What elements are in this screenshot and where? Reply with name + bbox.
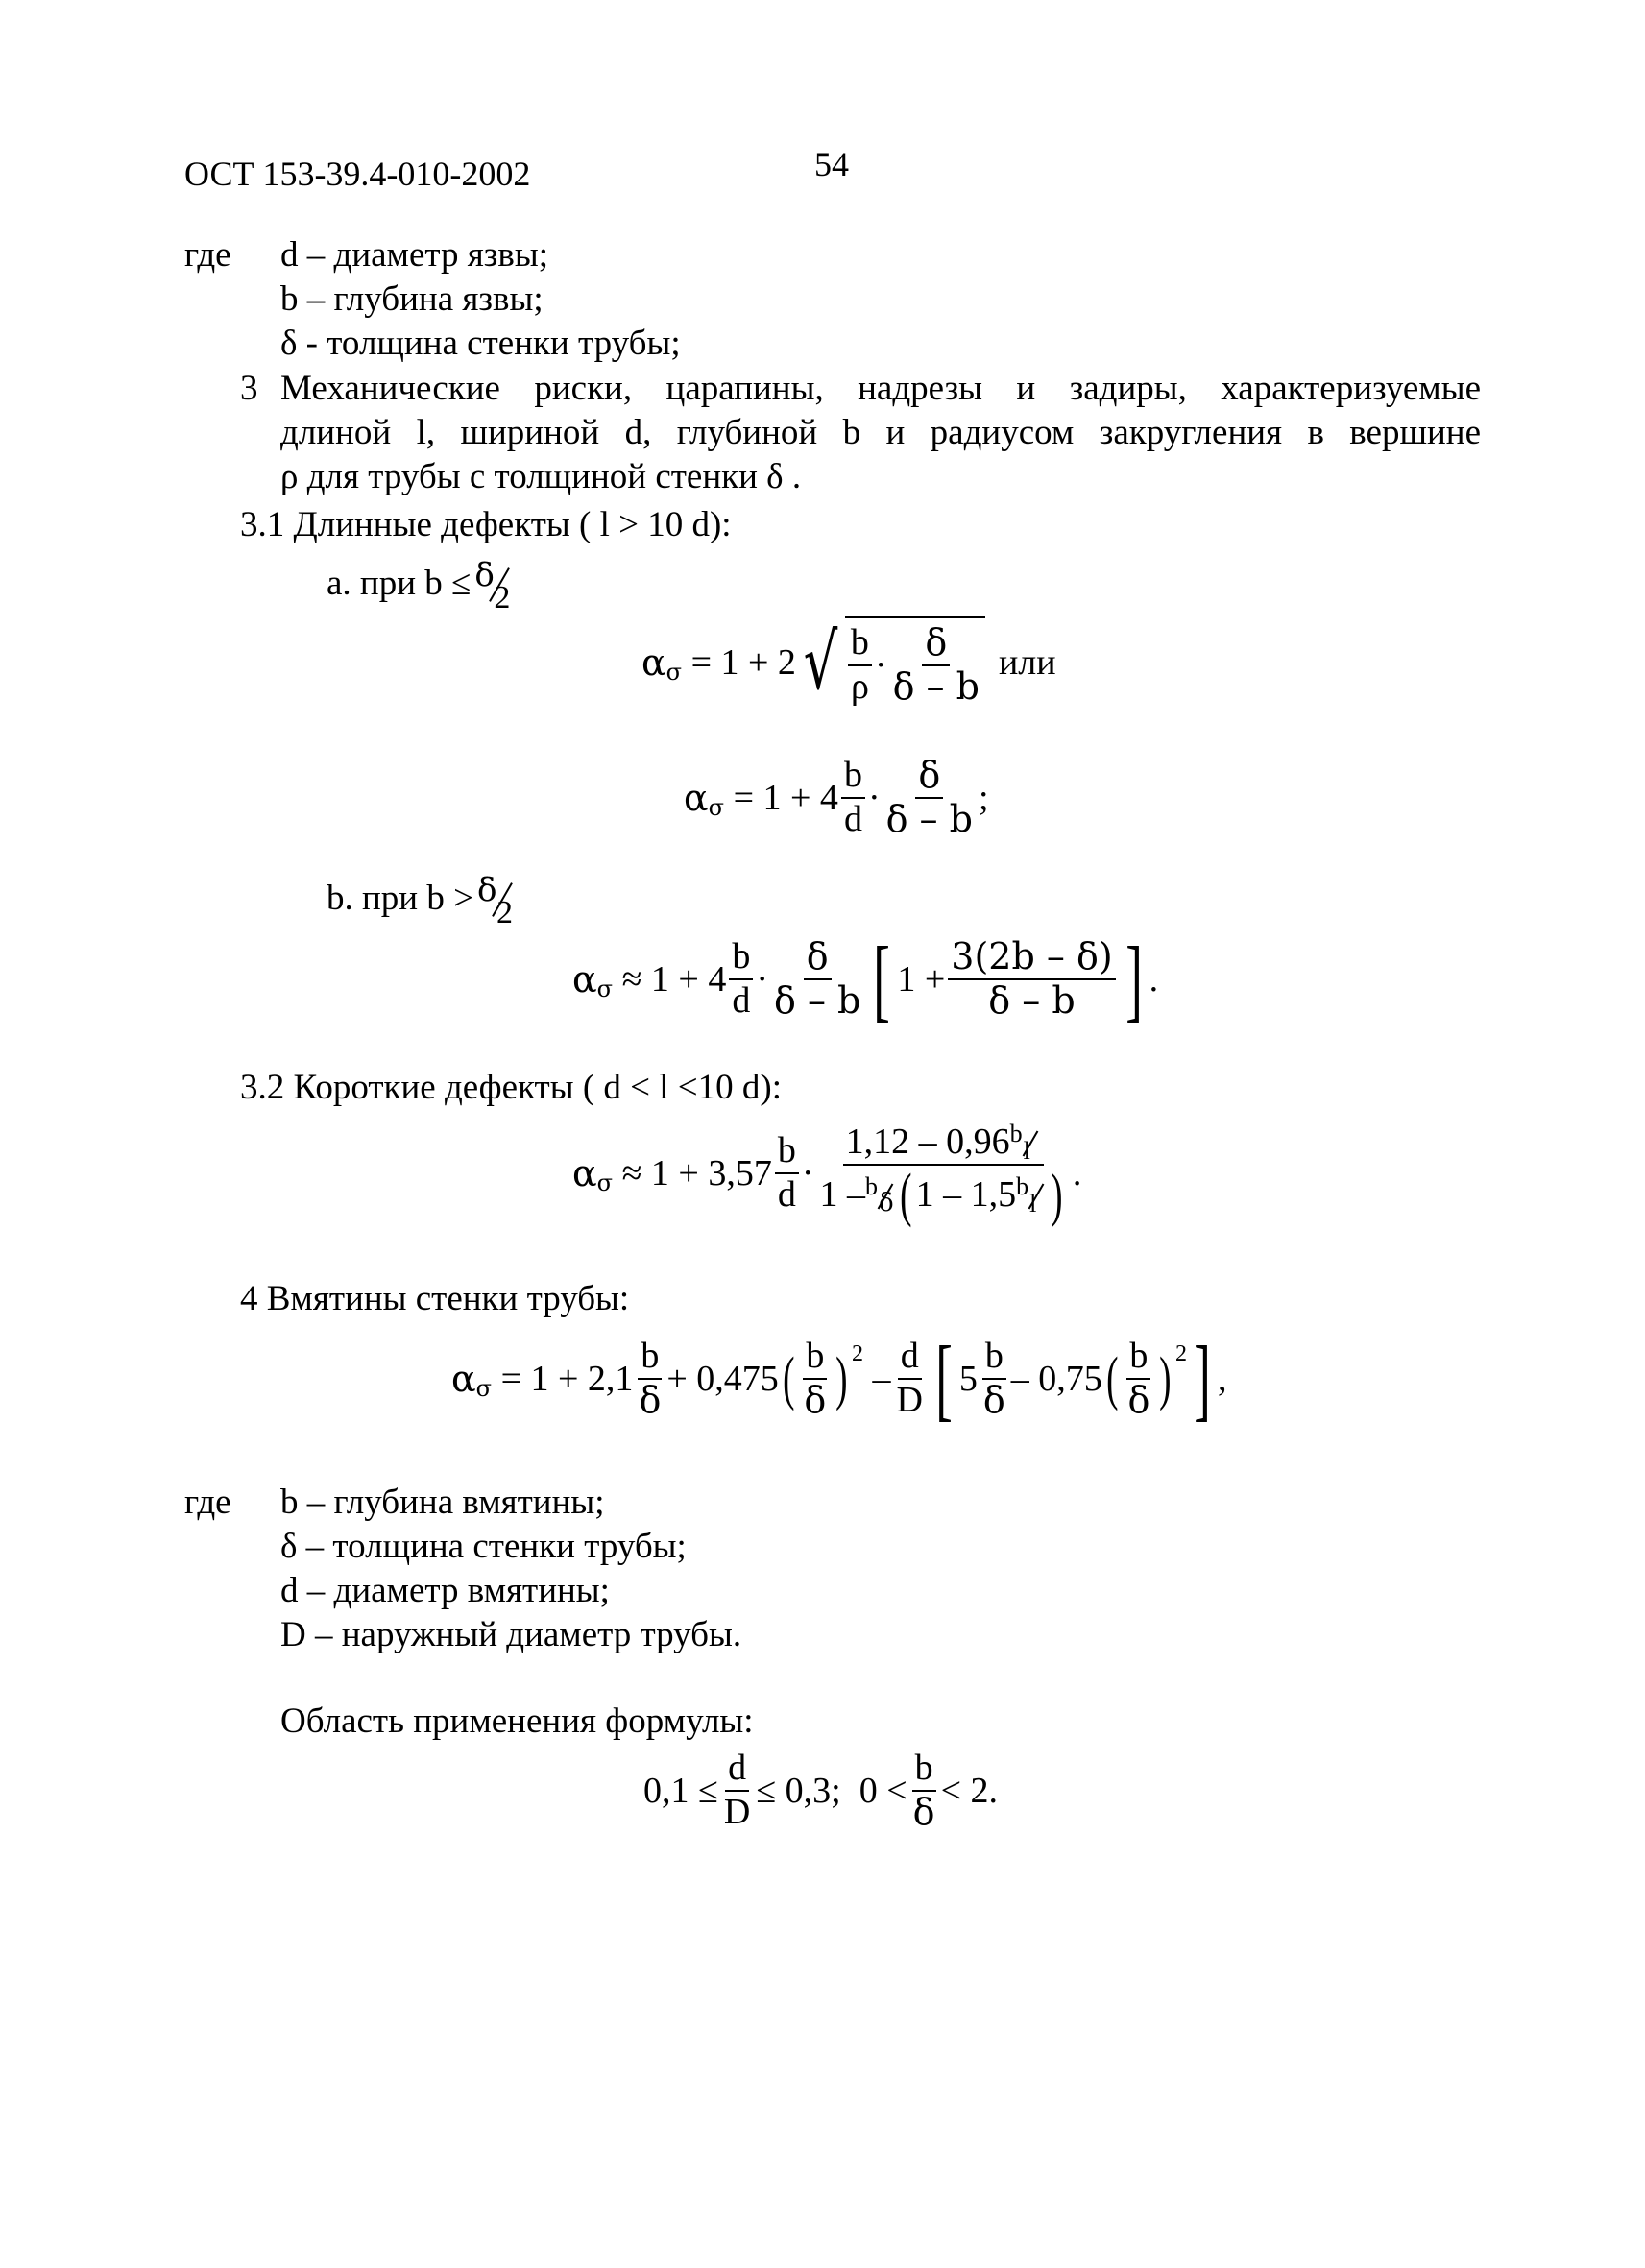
where-label: где — [184, 235, 231, 275]
applicability-c3: 0 < — [859, 1770, 907, 1811]
section-3-1-title: 3.1 Длинные дефекты ( l > 10 d): — [240, 505, 732, 544]
where-item-depth: b – глубина язвы; — [280, 279, 544, 319]
section-4-title: 4 Вмятины стенки трубы: — [240, 1279, 630, 1318]
section-3-number: 3 — [240, 369, 258, 408]
formula-dent: α σ = 1 + 2,1 $\frac{b}{\delta}$ + 0,475 ( $\frac{b}{\delta}$ ) 2 – $\frac{d}{D}$ [ 5 $\frac{b}{\delta}$ – 0,75 ( $\frac{b}{\delta}$ ) 2 ] , — [451, 1327, 1227, 1430]
case-a-prefix: a. при b ≤ — [327, 564, 472, 603]
where2-item-thickness: δ – толщина стенки трубы; — [280, 1527, 687, 1566]
applicability-title: Область применения формулы: — [280, 1701, 754, 1741]
section-3-2-title: 3.2 Короткие дефекты ( d < l <10 d): — [240, 1068, 783, 1107]
doc-code: ОСТ 153-39.4-010-2002 — [184, 155, 531, 193]
where2-item-diameter: d – диаметр вмятины; — [280, 1571, 610, 1610]
applicability-c1: 0,1 ≤ — [643, 1770, 718, 1811]
where2-item-outer-diameter: D – наружный диаметр трубы. — [280, 1615, 742, 1654]
formula-short: α σ ≈ 1 + 3,57 $\frac{b}{d}$ · 1,12 – 0,96 b l 1 – b δ ( 1 – 1,5 b l ) . — [572, 1120, 1082, 1228]
delta-over-2: δ 2 — [476, 871, 513, 930]
delta-over-2: δ 2 — [474, 556, 511, 615]
where2-item-depth: b – глубина вмятины; — [280, 1483, 605, 1522]
case-b-condition — [327, 871, 520, 930]
formula-long-b: α σ ≈ 1 + 4 $\frac{b}{d}$ · $\frac{\delta}{\delta - b}$ [ 1 + $\frac{3(2b - \delta)}{\delta - b}$ ] . — [572, 928, 1159, 1030]
section-3-line-2: длиной l, шириной d, глубиной b и радиусом закругления в вершине — [280, 413, 1481, 452]
page-number: 54 — [814, 145, 849, 183]
where-label-2: где — [184, 1483, 231, 1522]
or-word: или — [998, 641, 1056, 683]
section-3-line-3: ρ для трубы с толщиной стенки δ . — [280, 457, 802, 496]
case-b-prefix: b. при b > — [327, 879, 473, 918]
section-3-line-1: Механические риски, царапины, надрезы и задиры, характеризуемые — [280, 369, 1481, 408]
applicability-c2: ≤ 0,3; — [756, 1770, 841, 1811]
formula-long-a2: α σ = 1 + 4 $\frac{b}{d}$ · $\frac{\delta}{\delta - b}$ ; — [684, 754, 989, 840]
sqrt: √ $\frac{b}{\rho}$ · $\frac{\delta}{\delta - b}$ — [796, 616, 985, 708]
applicability-c4: < 2. — [940, 1770, 998, 1811]
applicability-formula: 0,1 ≤ $\frac{d}{D}$ ≤ 0,3; 0 < $\frac{b}{\delta}$ < 2. — [643, 1748, 998, 1833]
where-item-thickness: δ - толщина стенки трубы; — [280, 324, 681, 363]
formula-long-a1: α σ = 1 + 2 √ $\frac{b}{\rho}$ · $\frac{\delta}{\delta - b}$ или — [641, 616, 1056, 708]
where-item-diameter: d – диаметр язвы; — [280, 235, 548, 275]
case-a-condition — [327, 556, 517, 615]
